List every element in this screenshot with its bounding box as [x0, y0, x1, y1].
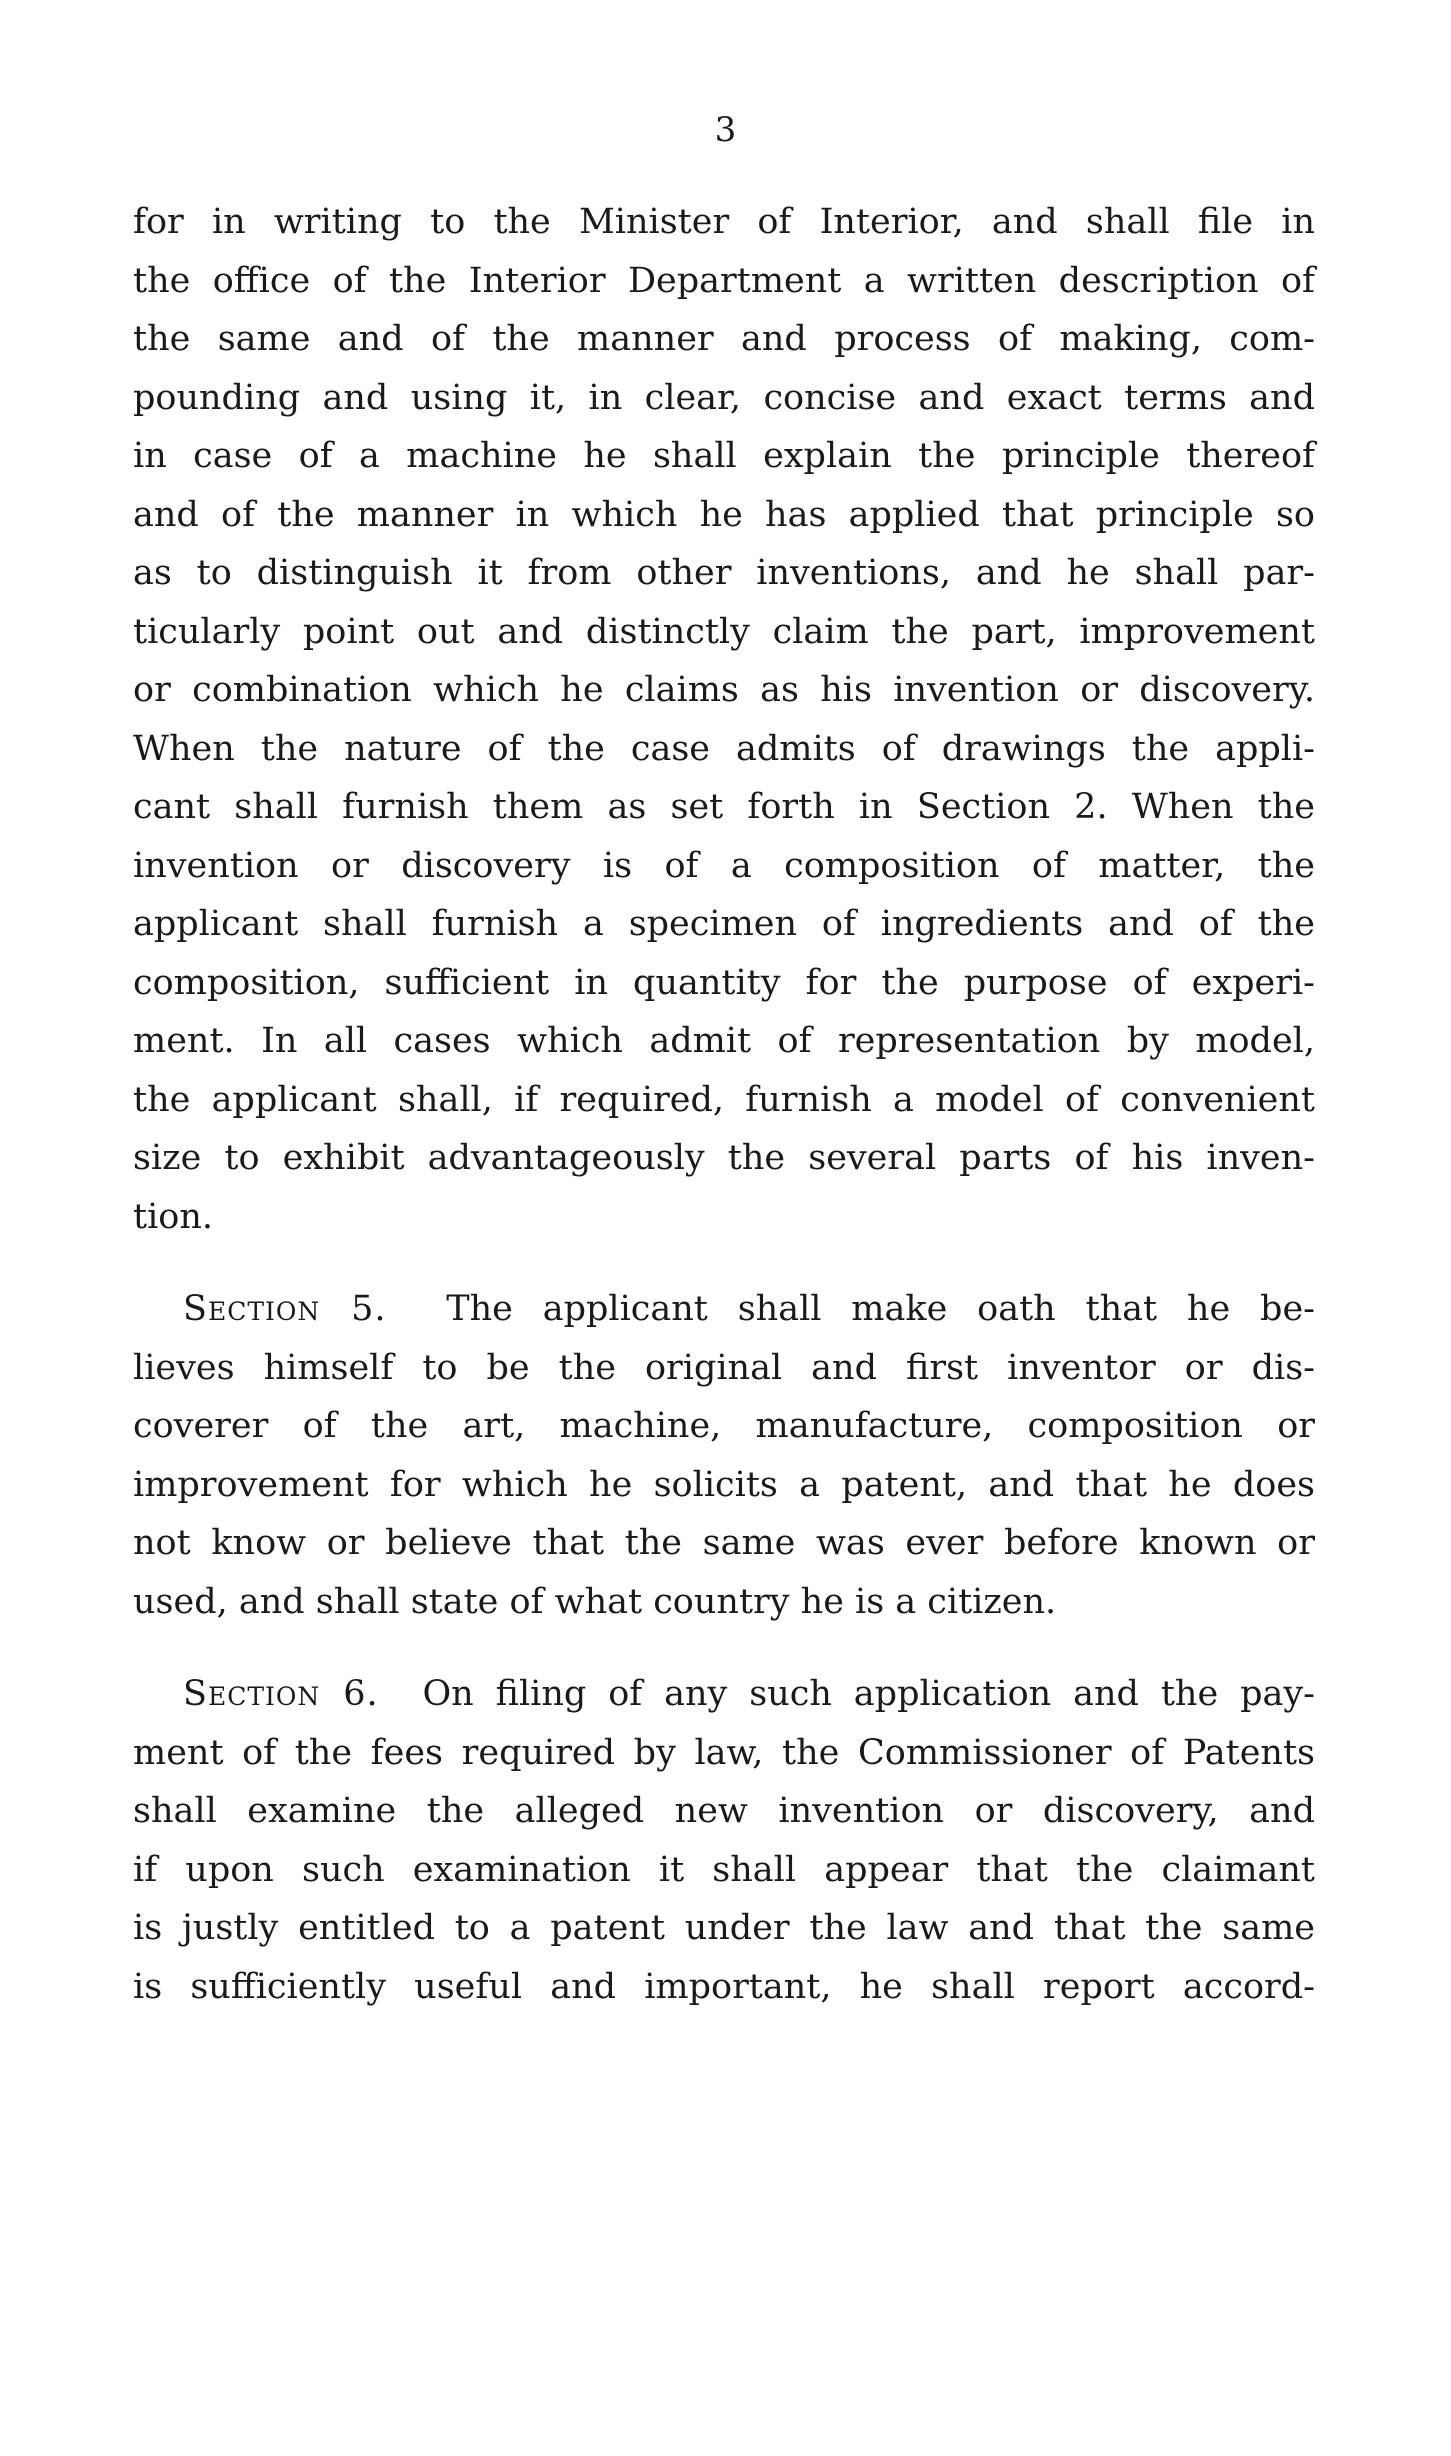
text-line: is justly entitled to a patent under the law and that the same [133, 1908, 1315, 1948]
text-line: if upon such examination it shall appear that the claimant [133, 1849, 1315, 1890]
page-number: 3 [714, 110, 737, 150]
text-line: in case of a machine he shall explain the principle thereof [133, 436, 1315, 476]
text-line: improvement for which he solicits a patent, and that he does [133, 1464, 1315, 1505]
text-line: cant shall furnish them as set forth in Section 2. When the [133, 787, 1315, 827]
text-line: tion. [133, 1196, 213, 1237]
text-line: not know or believe that the same was ever before known or [133, 1523, 1315, 1563]
text-line: ment of the fees required by law, the Commissioner of Patents [133, 1732, 1315, 1773]
paragraph-continuation [133, 193, 1315, 1246]
text-line: pounding and using it, in clear, concise and exact terms and [133, 377, 1315, 418]
text-line: composition, sufficient in quantity for the purpose of experi- [133, 962, 1315, 1003]
text-line: used, and shall state of what country he is a citizen. [133, 1581, 1057, 1622]
section-first-line [133, 1280, 1315, 1339]
text-line: the same and of the manner and process of making, com- [133, 319, 1315, 359]
body-text [133, 193, 1315, 2016]
text-line: the applicant shall, if required, furnish a model of convenient [133, 1079, 1315, 1120]
section-first-line-text: On filing of any such application and the pay- [422, 1674, 1315, 1714]
section-first-line [133, 1665, 1315, 1724]
text-line: and of the manner in which he has applied that principle so [133, 494, 1315, 535]
section-6-paragraph [133, 1665, 1315, 2016]
text-line: the office of the Interior Department a written description of [133, 260, 1315, 301]
text-line: for in writing to the Minister of Interior, and shall file in [133, 202, 1315, 242]
text-line: ticularly point out and distinctly claim the part, improvement [133, 611, 1315, 652]
text-line: shall examine the alleged new invention or discovery, and [133, 1791, 1315, 1831]
text-line: size to exhibit advantageously the several parts of his inven- [133, 1138, 1315, 1178]
text-line: as to distinguish it from other inventions, and he shall par- [133, 553, 1315, 593]
text-line: lieves himself to be the original and first inventor or dis- [133, 1347, 1315, 1388]
text-line: or combination which he claims as his invention or discovery. [133, 670, 1315, 710]
paragraph-gap [133, 1631, 1315, 1665]
text-line: invention or discovery is of a composition of matter, the [133, 845, 1315, 886]
section-5-paragraph [133, 1280, 1315, 1631]
paragraph-gap [133, 1246, 1315, 1280]
text-line: is sufficiently useful and important, he shall report accord- [133, 1966, 1315, 2007]
section-first-line-text: The applicant shall make oath that he be- [446, 1289, 1315, 1329]
section-label: Section 6. [183, 1674, 379, 1714]
text-line: applicant shall furnish a specimen of ingredients and of the [133, 904, 1315, 944]
text-line: ment. In all cases which admit of representation by model, [133, 1021, 1315, 1061]
section-label: Section 5. [183, 1289, 387, 1329]
text-line: When the nature of the case admits of drawings the appli- [133, 728, 1315, 769]
text-line: coverer of the art, machine, manufacture, composition or [133, 1406, 1315, 1446]
